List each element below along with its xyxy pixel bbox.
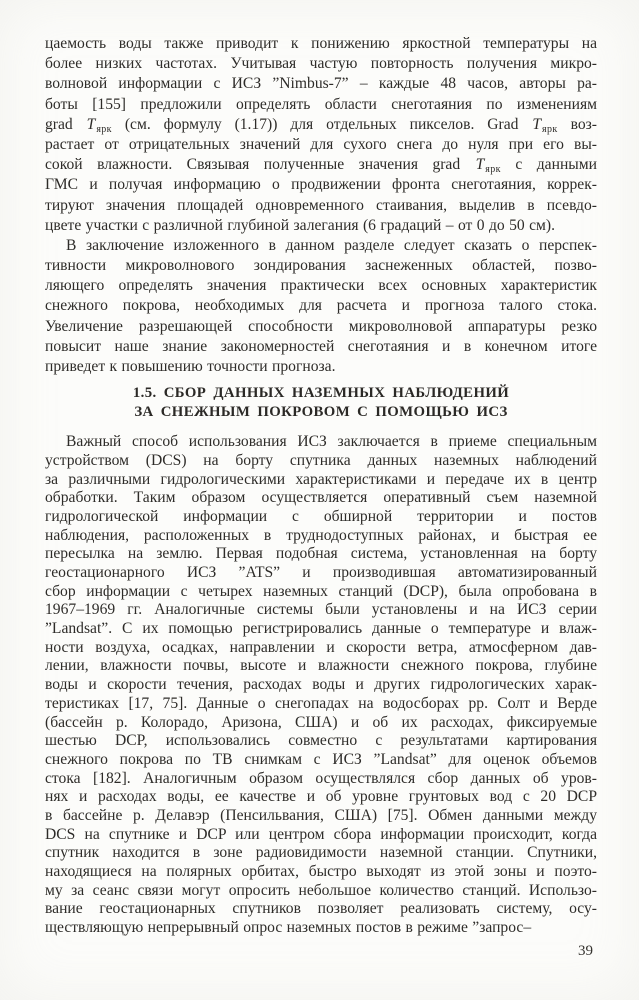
text-line: теристиках [17, 75]. Данные о снегопадах на водосборах рр. Солт и Верде (45, 694, 597, 712)
text-line: за различными гидрологическими характеристиками и передаче их в центр (45, 470, 597, 488)
text-line: ществляющую непрерывный опрос наземных постов в режиме ”запрос– (45, 919, 532, 937)
section-heading-line-1: 1.5. СБОР ДАННЫХ НАЗЕМНЫХ НАБЛЮДЕНИЙ (132, 385, 510, 402)
text-line: тируют значения площадей одновременного стаивания, выделив в псевдо- (45, 196, 597, 214)
text-line: находящиеся на полярных орбитах, быстро выходят из этой зоны и поэто- (45, 863, 597, 880)
text-line: стока [182]. Аналогичным образом осуществлялся сбор данных об уров- (45, 769, 597, 787)
text-line: цаемость воды также приводит к понижению яркостной температуры на (45, 35, 597, 52)
text-line: наблюдения, расположенных в труднодоступных районах, и быстрая ее (45, 526, 597, 544)
text-line: воды и скорости течения, расходах воды и других гидрологических харак- (45, 676, 597, 694)
page-number: 39 (578, 942, 593, 959)
text-line: вание геостационарных спутников позволяет реализовать систему, осу- (45, 900, 597, 918)
text-line: шестью DCP, использовались совместно с результатами картирования (45, 732, 597, 750)
text-line: спутник находится в зоне радиовидимости наземной станции. Спутники, (45, 844, 597, 862)
text-line: 1967–1969 гг. Аналогичные системы были установлены и на ИСЗ серии (45, 601, 597, 619)
text-line: ности воздуха, осадках, направлении и скорости ветра, атмосферном дав- (45, 638, 597, 656)
paragraph-section-conclusion (45, 236, 597, 377)
text-line: (бассейн р. Колорадо, Аризона, США) и об их расходах, фиксируемые (45, 713, 597, 731)
text-line: гидрологической информации с обширной территории и постов (45, 507, 597, 525)
text-line: цвете участки с различной глубиной залегания (6 градаций – от 0 до 50 см). (45, 216, 555, 234)
paragraph-dcs-data-collection (45, 433, 597, 938)
text-line: тивности микроволнового зондирования заснеженных областей, позво- (45, 257, 597, 275)
text-line: Увеличение разрешающей способности микроволновой аппаратуры резко (45, 317, 597, 335)
text-line: Важный способ использования ИСЗ заключается в приеме специальным (66, 433, 597, 451)
text-line: более низких частотах. Учитывая частую повторность получения микро- (45, 55, 597, 73)
text-line: DCS на спутнике и DCP или центром сбора информации происходит, когда (45, 825, 597, 843)
text-line: растает от отрицательных значений для сухого снега до нуля при его вы- (45, 135, 597, 153)
text-line: ”Landsat”. С их помощью регистрировались данные о температуре и влаж- (45, 620, 597, 638)
text-line: сокой влажности. Связывая полученные значения grad $T_{ярк}$ с данными (45, 156, 597, 175)
text-line: в бассейне р. Делавэр (Пенсильвания, США) [75]. Обмен данными между (45, 806, 597, 824)
text-line: лении, влажности почвы, высоте и влажности снежного покрова, глубине (45, 657, 597, 675)
text-line: устройством (DCS) на борту спутника данных наземных наблюдений (45, 451, 597, 469)
text-line: В заключение изложенного в данном разделе следует сказать о перспек- (66, 236, 597, 254)
text-line: нях и расходах воды, ее качестве и об уровне грунтовых вод с 20 DCP (45, 788, 597, 806)
text-line: снежного покрова по ТВ снимкам с ИСЗ ”Landsat” для оценок объемов (45, 750, 597, 768)
text-line: ГМС и получая информацию о продвижении фронта снеготаяния, коррек- (45, 176, 597, 194)
section-heading (45, 384, 597, 422)
text-line: ляющего определять значения практически всех основных характеристик (45, 277, 597, 295)
text-line: grad $T_{ярк}$ (см. формулу (1.17)) для отдельных пикселов. Grad $T_{ярк}$ воз- (45, 115, 597, 135)
paragraph-microwave-snowmelt (45, 34, 597, 236)
text-block (45, 34, 597, 960)
text-line: приведет к повышению точности прогноза. (45, 358, 336, 375)
text-line: боты [155] предложили определять области снеготаяния по изменениям (45, 95, 597, 113)
text-line: му за сеанс связи могут опросить небольшое количество станций. Использо- (45, 881, 597, 899)
text-line: геостационарного ИСЗ ”ATS” и производившая автоматизированный (45, 564, 597, 581)
text-line: пересылка на землю. Первая подобная система, установленная на борту (45, 545, 597, 563)
text-line: обработки. Таким образом осуществляется оперативный съем наземной (45, 489, 597, 507)
text-line: снежного покрова, необходимых для расчета и прогноза талого стока. (45, 297, 597, 315)
text-line: повысит наше знание закономерностей снеготаяния и в конечном итоге (45, 337, 597, 355)
text-line: сбор информации с четырех наземных станций (DCP), была опробована в (45, 582, 597, 600)
text-line: волновой информации с ИСЗ ”Nimbus-7” – каждые 48 часов, авторы ра- (45, 75, 597, 93)
section-heading-line-2: ЗА СНЕЖНЫМ ПОКРОВОМ С ПОМОЩЬЮ ИСЗ (134, 404, 508, 421)
